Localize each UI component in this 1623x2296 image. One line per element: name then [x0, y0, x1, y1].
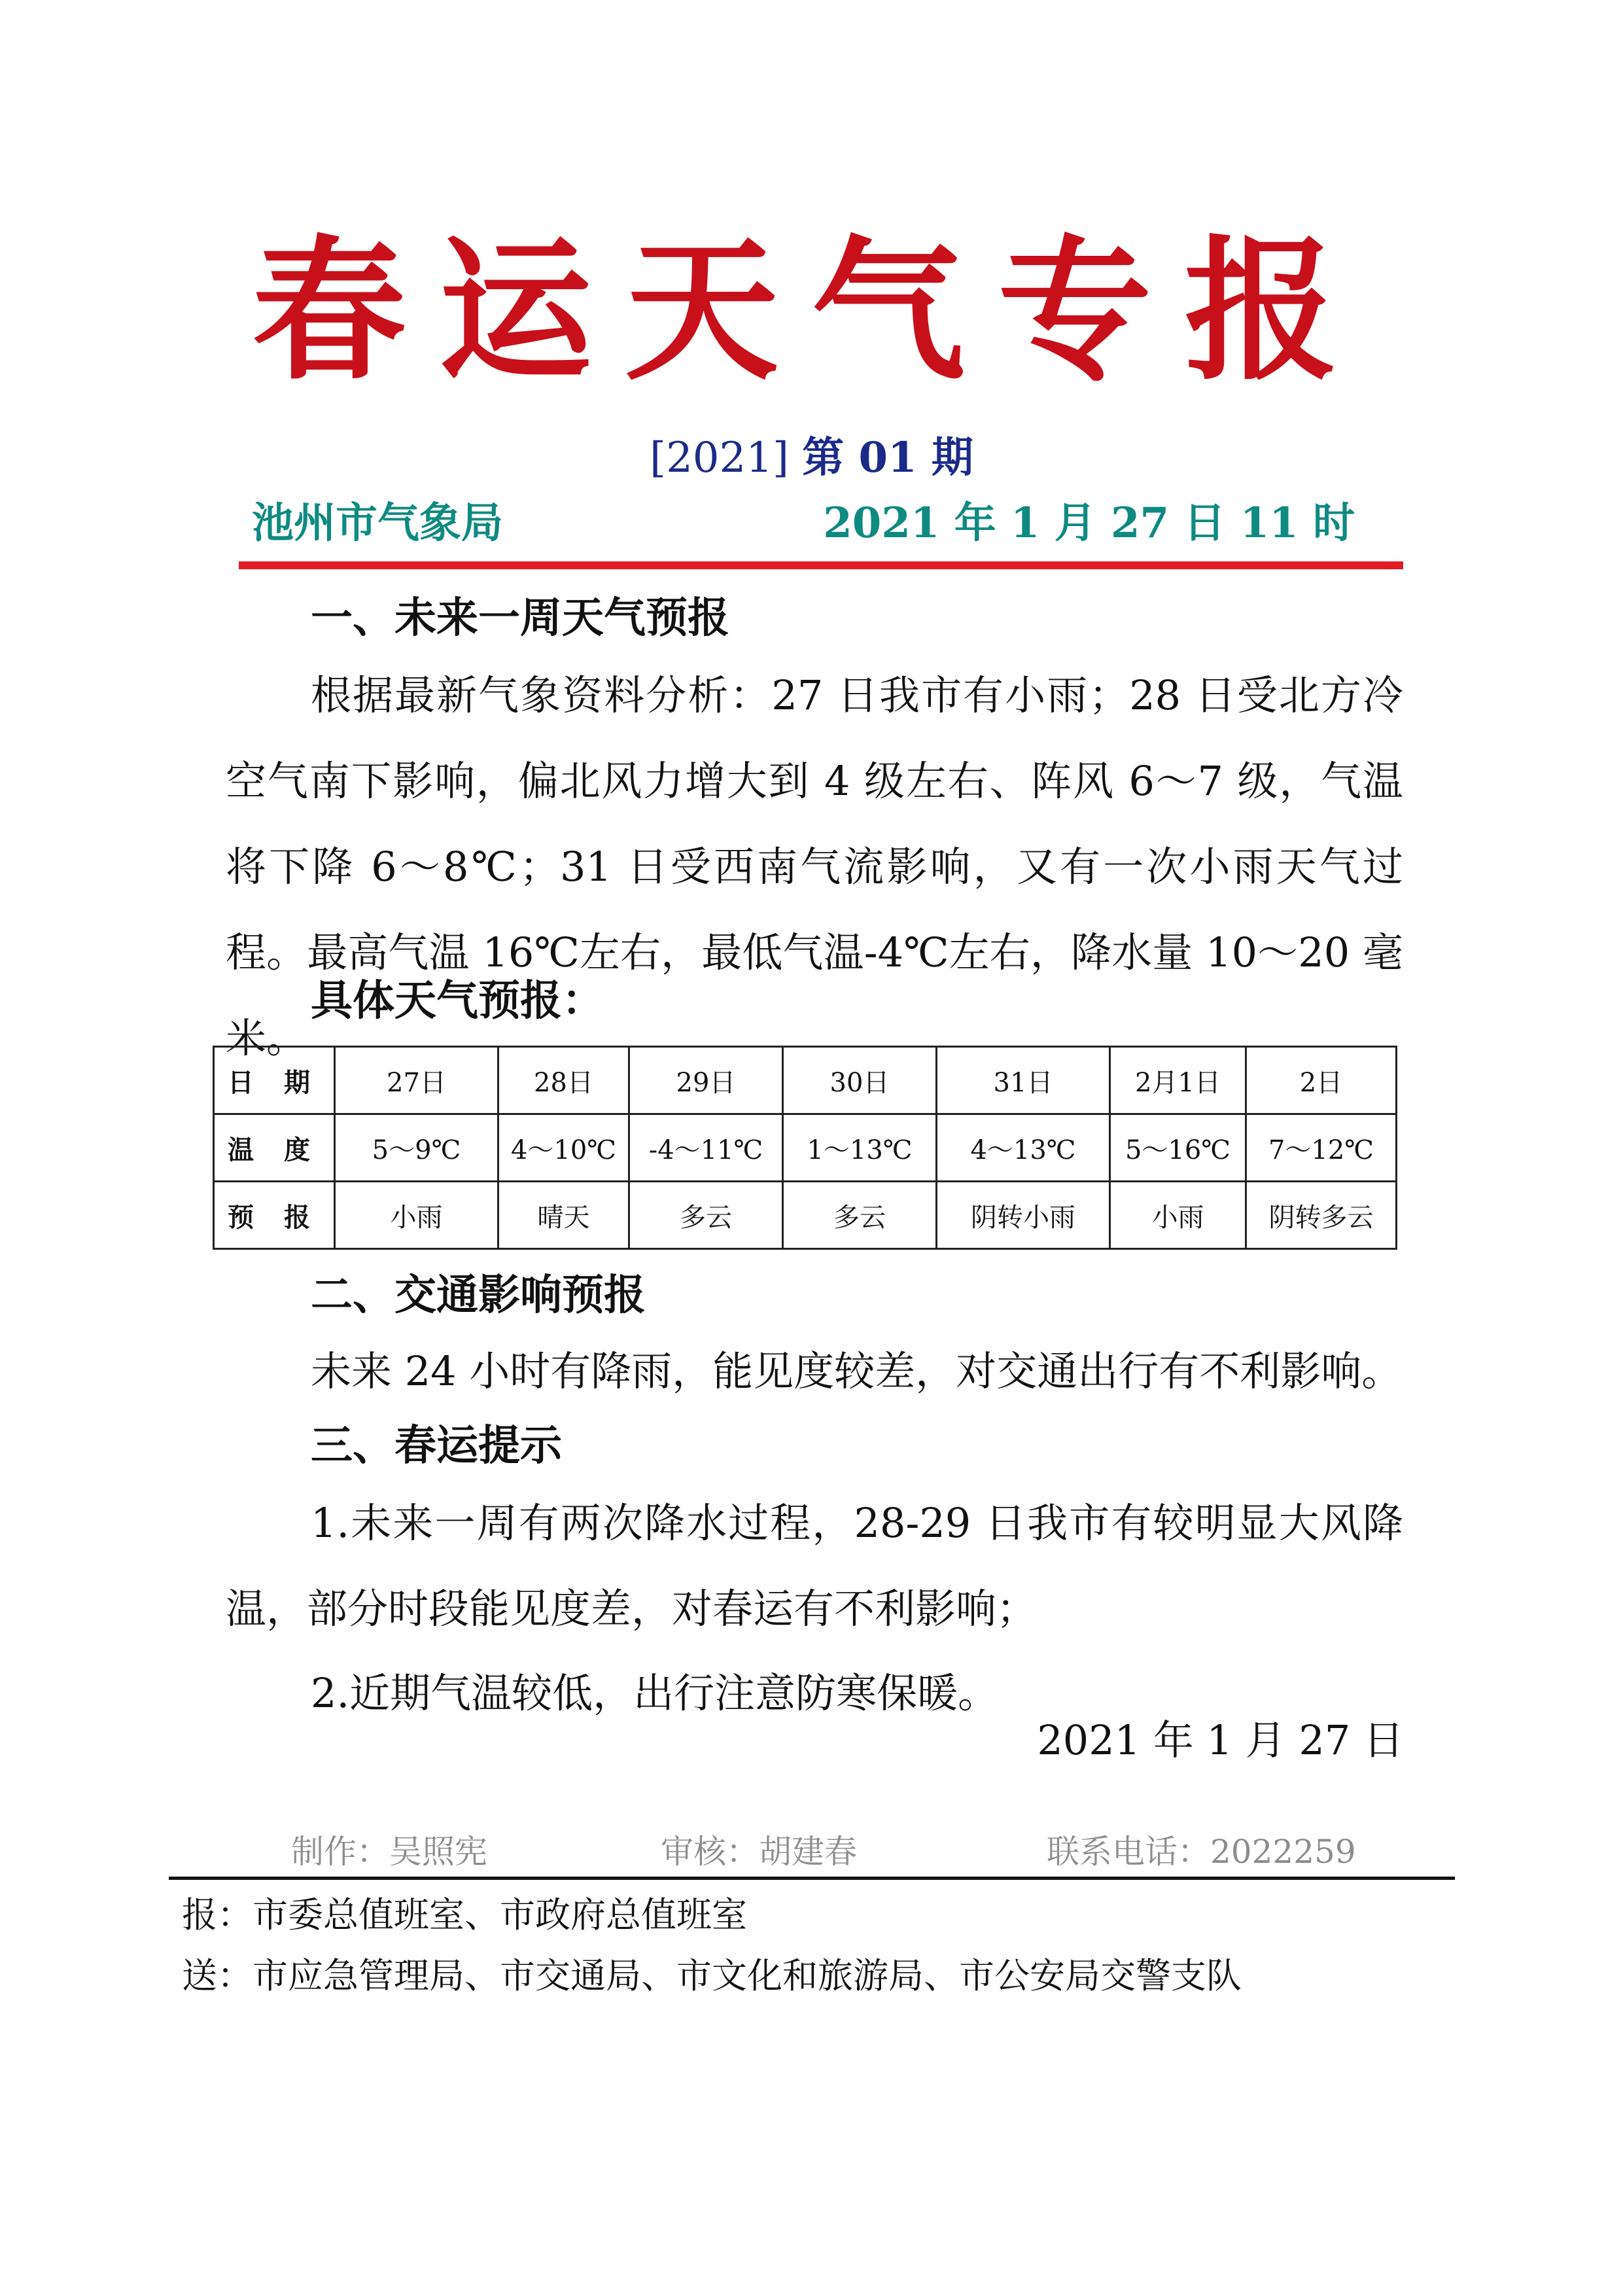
producer: 制作：吴照宪	[291, 1833, 487, 1871]
issuing-organization: 池州市气象局	[252, 499, 503, 548]
send-to: 送：市应急管理局、市交通局、市文化和旅游局、市公安局交警支队	[182, 1955, 1242, 1996]
condition-cell: 多云	[783, 1182, 937, 1249]
section2-paragraph: 未来 24 小时有降雨，能见度较差，对交通出行有不利影响。	[311, 1347, 1403, 1395]
date-cell: 2日	[1246, 1047, 1397, 1114]
condition-cell: 多云	[629, 1182, 783, 1249]
date-cell: 2月1日	[1110, 1047, 1246, 1114]
row-label: 温 度	[214, 1114, 335, 1182]
date-cell: 28日	[498, 1047, 629, 1114]
document-title: 春运天气专报	[252, 221, 1371, 401]
issue-time: 2021 年 1 月 27 日 11 时	[823, 499, 1355, 548]
section2-heading: 二、交通影响预报	[311, 1271, 646, 1320]
date-cell: 27日	[335, 1047, 498, 1114]
forecast-table	[213, 1046, 1397, 1250]
table-row	[214, 1114, 1397, 1182]
row-label: 日 期	[214, 1047, 335, 1114]
temperature-cell: 5～16℃	[1110, 1114, 1246, 1182]
report-to: 报：市委总值班室、市政府总值班室	[182, 1894, 747, 1935]
header-rule	[239, 561, 1403, 569]
date-cell: 29日	[629, 1047, 783, 1114]
temperature-cell: 4～13℃	[937, 1114, 1110, 1182]
issue-seq: 第 01 期	[802, 433, 973, 482]
section3-heading: 三、春运提示	[311, 1422, 562, 1470]
footer-rule	[169, 1877, 1455, 1880]
temperature-cell: 5～9℃	[335, 1114, 498, 1182]
section1-paragraph: 根据最新气象资料分析：27 日我市有小雨；28 日受北方冷空气南下影响，偏北风力增大到 4 级左右、阵风 6～7 级，气温将下降 6～8℃；31 日受西南气流影响，又有一次小雨天气过程。最高气温 16℃左右，最低气温-4℃左右，降水量 10～20 毫米。	[226, 671, 1403, 1062]
table-row	[214, 1047, 1397, 1114]
tip-1: 1.未来一周有两次降水过程，28-29 日我市有较明显大风降温，部分时段能见度差，对春运有不利影响；	[226, 1499, 1403, 1633]
forecast-subheading: 具体天气预报：	[311, 977, 604, 1025]
table-row	[214, 1182, 1397, 1249]
temperature-cell: 1～13℃	[783, 1114, 937, 1182]
condition-cell: 小雨	[1110, 1182, 1246, 1249]
section1-heading: 一、未来一周天气预报	[311, 594, 729, 643]
date-cell: 31日	[937, 1047, 1110, 1114]
contact-phone: 联系电话：2022259	[1047, 1833, 1356, 1871]
condition-cell: 阴转小雨	[937, 1182, 1110, 1249]
temperature-cell: 4～10℃	[498, 1114, 629, 1182]
issue-year: [2021]	[650, 434, 789, 482]
condition-cell: 晴天	[498, 1182, 629, 1249]
tip-2: 2.近期气温较低，出行注意防寒保暖。	[311, 1669, 999, 1717]
document-date: 2021 年 1 月 27 日	[1037, 1716, 1404, 1764]
temperature-cell: -4～11℃	[629, 1114, 783, 1182]
row-label: 预 报	[214, 1182, 335, 1249]
temperature-cell: 7～12℃	[1246, 1114, 1397, 1182]
condition-cell: 小雨	[335, 1182, 498, 1249]
issue-number	[0, 432, 1623, 484]
condition-cell: 阴转多云	[1246, 1182, 1397, 1249]
date-cell: 30日	[783, 1047, 937, 1114]
reviewer: 审核：胡建春	[661, 1833, 857, 1871]
